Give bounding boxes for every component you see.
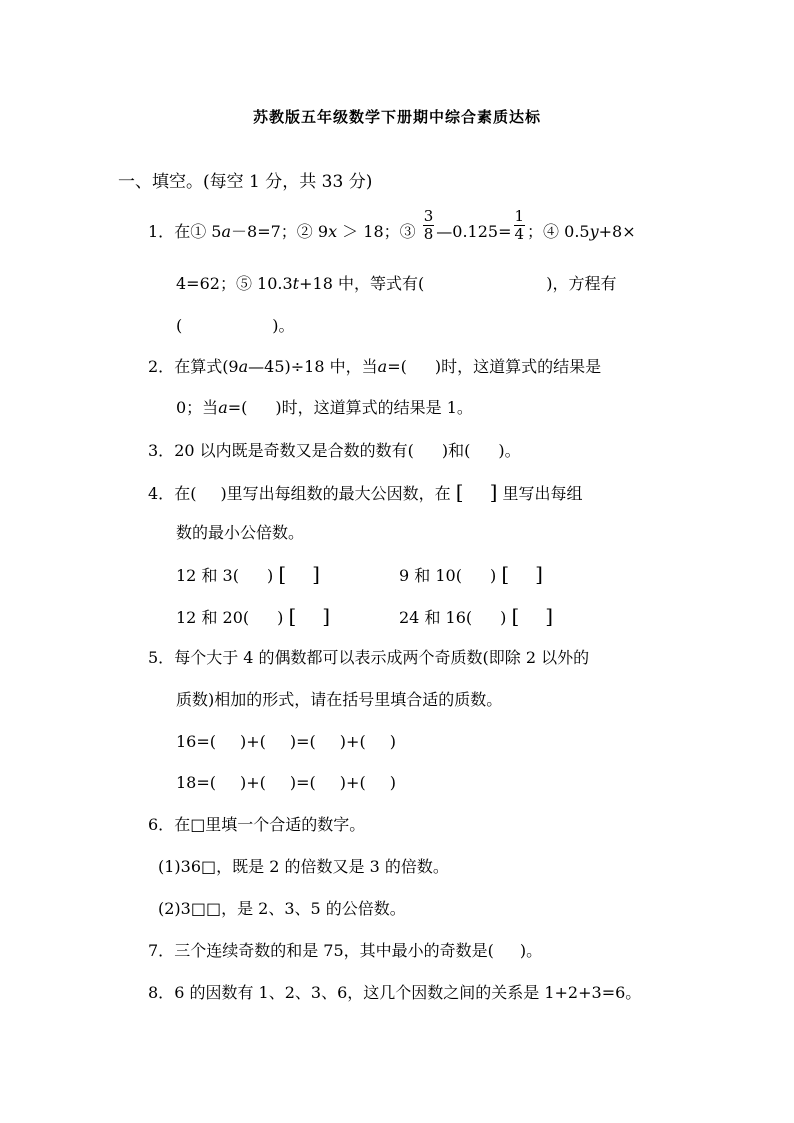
q2-var-a: a (238, 357, 249, 376)
q2-line2-a: 0；当 (176, 398, 219, 417)
q1-text-a: 在① 5 (174, 222, 222, 241)
q2-var-a2: a (377, 357, 388, 376)
q5-line2: 质数)相加的形式，请在括号里填合适的质数。 (176, 690, 503, 709)
q1-line2 (176, 274, 616, 294)
q6-sub-2: (2)3□□，是 2、3、5 的公倍数。 (158, 899, 406, 918)
q7-line (148, 941, 542, 961)
q1-var-t: t (292, 274, 300, 293)
q1-fraction-1 (423, 208, 435, 243)
q3-text: 20 以内既是奇数又是合数的数有( (174, 441, 414, 460)
q2-text-b: —45)÷18 中，当 (248, 357, 378, 376)
q6-text: 在□里填一个合适的数字。 (174, 815, 366, 834)
q2-var-a3: a (218, 398, 228, 417)
q1-var-x: x (328, 222, 338, 241)
q1-line1 (148, 207, 636, 243)
q2-number: 2． (148, 357, 175, 376)
q5-line1 (148, 648, 589, 668)
q1-var-a: a (221, 222, 232, 241)
q4-pair-2-label: 9 和 10( (399, 566, 462, 585)
q4-number: 4． (148, 484, 175, 503)
q4-text-c: 里写出每组 (502, 484, 583, 503)
q6-line (148, 815, 365, 835)
q1-line2-c: )，方程有 (546, 274, 617, 293)
q7-number: 7． (148, 941, 175, 960)
q5-equation-18: 18=( )+( )=( )+( ) (176, 773, 396, 792)
q2-text-a: 在算式(9 (174, 357, 239, 376)
q4-line2: 数的最小公倍数。 (176, 523, 305, 542)
q2-line2 (176, 398, 473, 418)
q2-line2-c: )时，这道算式的结果是 1。 (275, 398, 473, 417)
q7-end: )。 (519, 941, 543, 960)
q4-pair-4-label: 24 和 16( (399, 608, 473, 627)
q4-text-a: 在( (174, 484, 197, 503)
q8-text: 6 的因数有 1、2、3、6，这几个因数之间的关系是 1+2+3=6。 (174, 983, 642, 1002)
q1-text-f: +8× (598, 222, 636, 241)
q4-pair-1: 12 和 3( ) [ ] (176, 562, 320, 586)
q4-pair-2: 9 和 10( ) [ ] (399, 562, 543, 586)
q6-number: 6． (148, 815, 175, 834)
q3-end: )。 (498, 441, 521, 460)
q1-frac2-den: 4 (514, 225, 525, 243)
q4-pair-1-label: 12 和 3( (176, 566, 239, 585)
q6-sub-1: (1)36□，既是 2 的倍数又是 3 的倍数。 (158, 857, 449, 876)
section-heading: 一、填空。(每空 1 分，共 33 分) (118, 172, 373, 192)
q2-text-d: )时，这道算式的结果是 (434, 357, 602, 376)
q1-line3-end: )。 (272, 316, 295, 335)
q4-pair-3-label: 12 和 20( (176, 608, 250, 627)
q8-line (148, 983, 641, 1003)
q1-line3 (176, 316, 295, 336)
page-title: 苏教版五年级数学下册期中综合素质达标 (252, 108, 541, 126)
q4-bracket-open: [ (455, 480, 464, 504)
q1-text-c: ＞ 18；③ (337, 222, 416, 241)
q1-line2-a: 4=62；⑤ 10.3 (176, 274, 293, 293)
q5-text-1: 每个大于 4 的偶数都可以表示成两个奇质数(即除 2 以外的 (174, 648, 590, 667)
q8-number: 8． (148, 983, 175, 1002)
q4-text-b: )里写出每组数的最大公因数，在 (220, 484, 451, 503)
q1-text-e: ；④ 0.5 (527, 222, 590, 241)
q1-text-d: —0.125= (436, 222, 512, 241)
q1-number: 1． (148, 222, 175, 241)
q2-line1 (148, 357, 601, 377)
q2-line2-b: =( (227, 398, 248, 417)
q4-line1 (148, 482, 583, 504)
q7-text: 三个连续奇数的和是 75，其中最小的奇数是( (174, 941, 494, 960)
q3-line (148, 441, 521, 461)
q4-pair-3: 12 和 20( ) [ ] (176, 604, 331, 628)
q1-frac1-num: 3 (423, 207, 434, 225)
q3-mid: )和( (441, 441, 471, 460)
q1-frac1-den: 8 (423, 225, 434, 243)
q5-number: 5． (148, 648, 175, 667)
q1-frac2-num: 1 (514, 207, 525, 225)
q2-text-c: =( (387, 357, 407, 376)
q3-number: 3． (148, 441, 175, 460)
q1-text-b: －8=7；② 9 (231, 222, 329, 241)
q1-line2-b: +18 中，等式有( (299, 274, 425, 293)
q4-bracket-close: ] (489, 480, 498, 504)
q1-line3-open: ( (176, 316, 183, 335)
q5-equation-16: 16=( )+( )=( )+( ) (176, 732, 396, 751)
q1-fraction-2 (514, 208, 526, 243)
q4-pair-4: 24 和 16( ) [ ] (399, 604, 554, 628)
q1-var-y: y (589, 222, 599, 241)
